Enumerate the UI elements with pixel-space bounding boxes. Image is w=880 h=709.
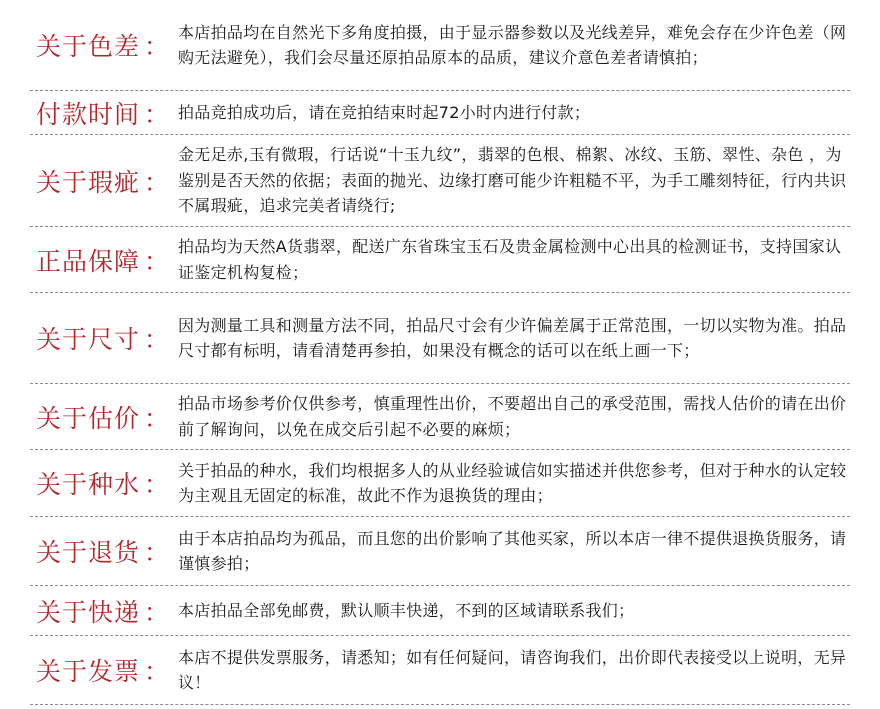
row-divider xyxy=(30,704,850,705)
notice-text: 因为测量工具和测量方法不同，拍品尺寸会有少许偏差属于正常范围，一切以实物为准。拍品尺寸都有标明，请看清楚再参拍，如果没有概念的话可以在纸上画一下； xyxy=(178,315,847,360)
notice-label: 关于退货 ： xyxy=(36,538,171,567)
notice-label: 关于发票 ： xyxy=(36,657,171,686)
notice-label: 关于色差 ： xyxy=(36,32,171,61)
notice-text: 金无足赤,玉有微瑕，行话说“十玉九纹”，翡翠的色根、棉絮、冰纹、玉筋、翠性、杂色 ，为鉴别是否天然的依据；表面的抛光、边缘打磨可能少许粗糙不平，为手工雕刻特征，行内共识不属瑕疵，追求完美者请绕行; xyxy=(178,145,847,216)
notice-item-authenticity xyxy=(0,227,880,292)
notice-label: 付款时间 ： xyxy=(36,99,171,129)
notice-text: 由于本店拍品均为孤品，而且您的出价影响了其他买家，所以本店一律不提供退换货服务，请谨慎参拍； xyxy=(178,528,847,573)
notice-item-shipping xyxy=(0,586,880,635)
notice-text: 关于拍品的种水，我们均根据多人的从业经验诚信如实描述并供您参考，但对于种水的认定较为主观且无固定的标准，故此不作为退换货的理由； xyxy=(178,460,847,505)
notice-text: 本店拍品均在自然光下多角度拍摄，由于显示器参数以及光线差异，难免会存在少许色差（网购无法避免），我们会尽量还原拍品原本的品质，建议介意色差者请慎拍； xyxy=(178,22,847,67)
notice-item-returns xyxy=(0,517,880,585)
notice-item-valuation xyxy=(0,384,880,449)
notice-label: 关于估价 ： xyxy=(36,403,171,433)
notice-label: 关于种水 ： xyxy=(36,470,171,499)
notice-text: 本店不提供发票服务，请悉知；如有任何疑问，请咨询我们，出价即代表接受以上说明，无异议！ xyxy=(178,647,847,692)
notice-item-color-difference xyxy=(0,0,880,90)
notice-label: 正品保障 ： xyxy=(36,246,171,276)
notice-text: 本店拍品全部免邮费，默认顺丰快递，不到的区域请联系我们； xyxy=(178,600,635,620)
notice-item-jade-quality xyxy=(0,450,880,516)
notice-item-size xyxy=(0,293,880,383)
notice-text: 拍品竞拍成功后，请在竞拍结束时起72小时内进行付款； xyxy=(178,102,591,122)
notice-text: 拍品均为天然A货翡翠，配送广东省珠宝玉石及贵金属检测中心出具的检测证书，支持国家认证鉴定机构复检； xyxy=(178,237,842,282)
notice-text: 拍品市场参考价仅供参考，慎重理性出价，不要超出自己的承受范围，需找人估价的请在出价前了解询问，以免在成交后引起不必要的麻烦； xyxy=(178,394,847,439)
notice-label: 关于瑕疵 ： xyxy=(36,167,171,197)
notice-label: 关于尺寸 ： xyxy=(36,325,171,354)
notice-item-invoice xyxy=(0,636,880,704)
notice-item-payment-time xyxy=(0,91,880,134)
notice-label: 关于快递 ： xyxy=(36,597,171,627)
notice-item-flaws xyxy=(0,135,880,226)
